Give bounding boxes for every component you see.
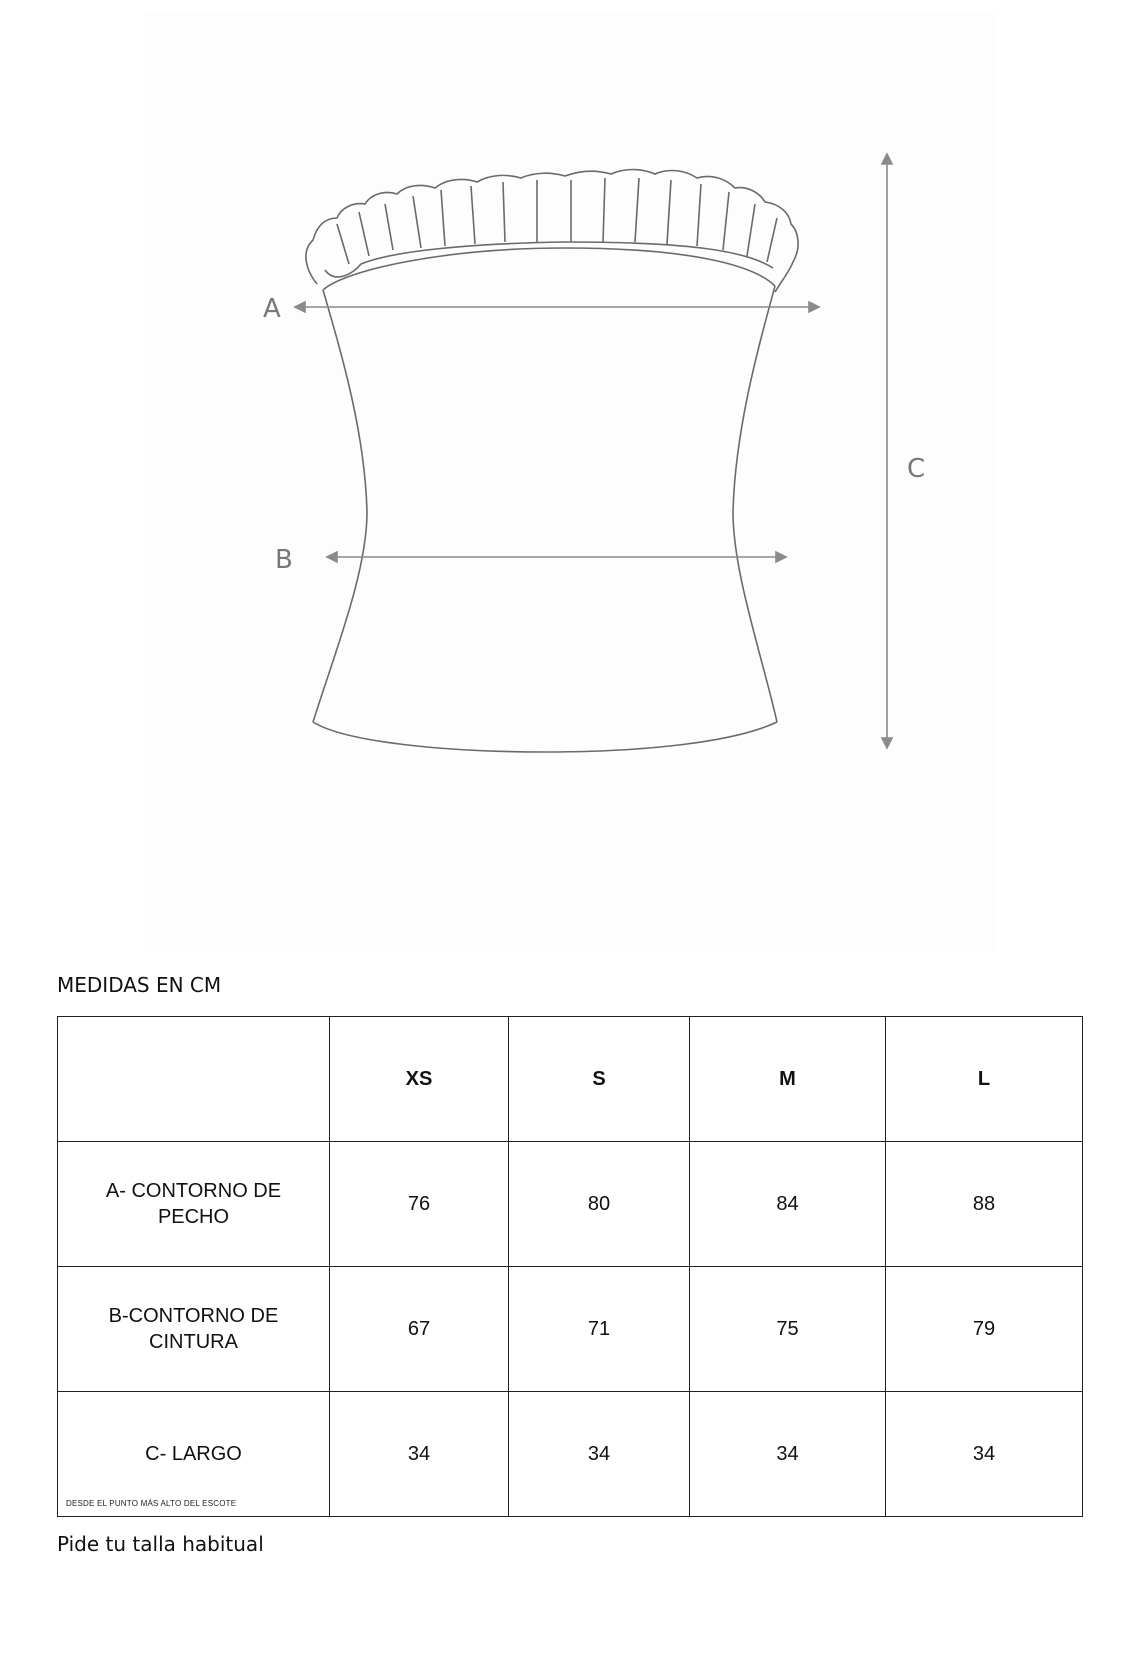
arrow-b-right-head [776,552,786,562]
row-label: A- CONTORNO DE PECHO [105,1180,282,1228]
ruffle-outline [306,170,798,293]
footer-note: Pide tu talla habitual [57,1532,264,1556]
table-header-l: L [886,1017,1083,1142]
row-label-cell [58,1392,330,1517]
table-row [58,1142,1083,1267]
table-row [58,1392,1083,1517]
table-cell: 34 [330,1392,509,1517]
row-label: C- LARGO [145,1443,242,1465]
bodice-outline [313,248,777,752]
row-label: B-CONTORNO DE CINTURA [108,1305,279,1353]
table-cell: 88 [886,1142,1083,1267]
arrow-a-left-head [295,302,305,312]
table-cell: 76 [330,1142,509,1267]
arrow-c-top-head [882,154,892,164]
row-footnote: DESDE EL PUNTO MÁS ALTO DEL ESCOTE [66,1499,237,1508]
garment-diagram-svg [145,12,995,952]
table-cell: 84 [690,1142,886,1267]
table-cell: 34 [509,1392,690,1517]
table-header-m: M [690,1017,886,1142]
table-header-empty [58,1017,330,1142]
table-cell: 75 [690,1267,886,1392]
table-cell: 34 [886,1392,1083,1517]
label-a: A [263,294,281,324]
table-header-s: S [509,1017,690,1142]
row-label-cell [58,1267,330,1392]
table-cell: 80 [509,1142,690,1267]
dimension-arrows [295,154,892,748]
label-c: C [907,454,926,484]
table-cell: 34 [690,1392,886,1517]
table-cell: 79 [886,1267,1083,1392]
table-row [58,1267,1083,1392]
table-cell: 71 [509,1267,690,1392]
label-b: B [275,545,293,575]
table-header-row [58,1017,1083,1142]
garment-diagram [145,12,995,952]
table-header-xs: XS [330,1017,509,1142]
arrow-b-left-head [327,552,337,562]
row-label-cell [58,1142,330,1267]
arrow-c-bottom-head [882,738,892,748]
arrow-a-right-head [809,302,819,312]
size-table [57,1016,1083,1517]
table-cell: 67 [330,1267,509,1392]
units-title: MEDIDAS EN CM [57,973,222,997]
